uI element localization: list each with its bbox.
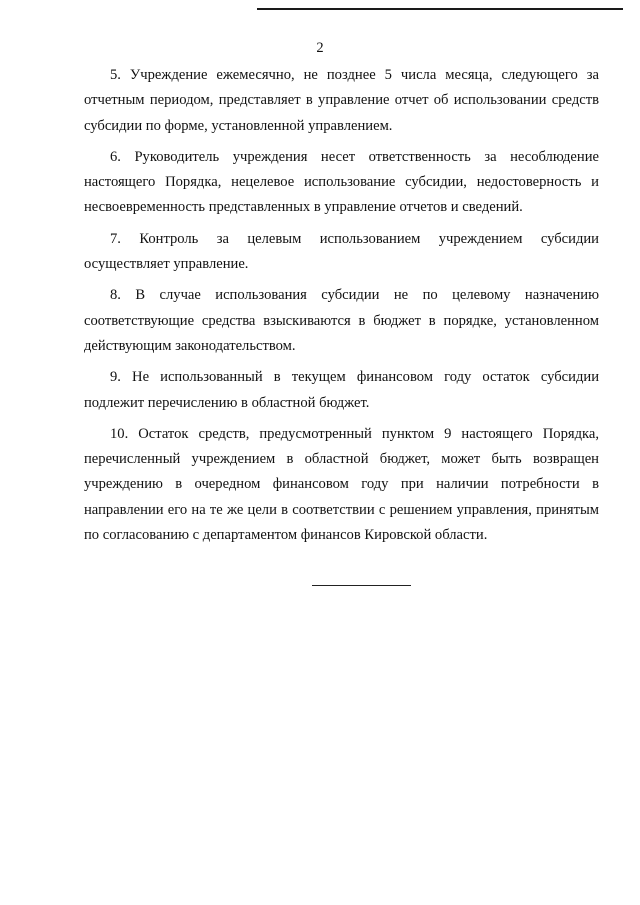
paragraph-10: 10. Остаток средств, предусмотренный пунктом 9 настоящего Порядка, перечисленный учреждением в областной бюджет, может быть возвращен учреждению в очередном финансовом году при наличии потребности в направлении его на те же цели в соответствии с решением управления, принятым по согласованию с департаментом финансов Кировской области. [84, 425, 599, 544]
document-body [84, 63, 599, 554]
header-rule [257, 8, 623, 10]
paragraph-8: 8. В случае использования субсидии не по целевому назначению соответствующие средства взыскиваются в бюджет в порядке, установленном действующим законодательством. [84, 287, 599, 354]
paragraph-6: 6. Руководитель учреждения несет ответственность за несоблюдение настоящего Порядка, нецелевое использование субсидии, недостоверность и несвоевременность представленных в управление отчетов и сведений. [84, 148, 599, 216]
paragraph-5: 5. Учреждение ежемесячно, не позднее 5 числа месяца, следующего за отчетным периодом, представляет в управление отчет об использовании средств субсидии по форме, установленной управлением. [84, 67, 599, 134]
page-number: 2 [316, 40, 324, 56]
paragraph-7: 7. Контроль за целевым использованием учреждением субсидии осуществляет управление. [84, 230, 599, 273]
end-of-document-rule [312, 585, 411, 586]
paragraph-9: 9. Не использованный в текущем финансовом году остаток субсидии подлежит перечислению в областной бюджет. [84, 369, 599, 411]
